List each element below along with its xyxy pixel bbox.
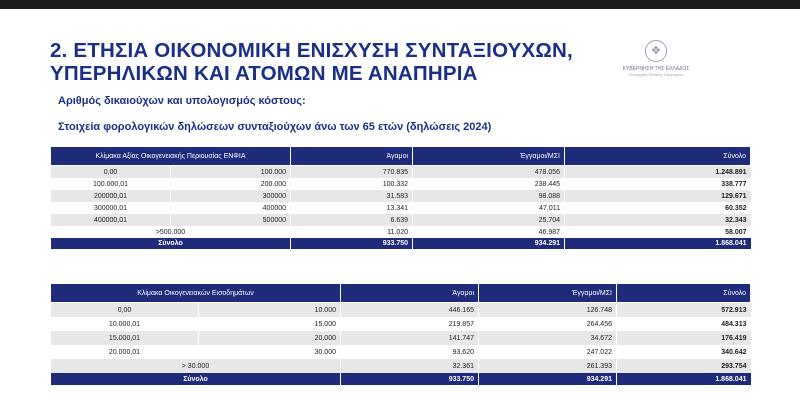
single-count-cell: 11.020 (291, 226, 413, 238)
table-row (51, 303, 751, 318)
range-to-cell: 200.000 (171, 178, 291, 190)
section-subtitle: Αριθμός δικαιούχων και υπολογισμός κόστους: (58, 95, 306, 107)
single-count-cell: 141.747 (341, 331, 479, 345)
range-from-cell: 15.000,01 (51, 331, 199, 345)
single-count-cell: 93.620 (341, 345, 479, 359)
range-from-cell: 200000,01 (51, 190, 171, 202)
table-row (51, 345, 751, 359)
range-to-cell: 15.000 (199, 317, 341, 331)
grand-total-cell: 1.868.041 (565, 238, 751, 249)
range-cell: > 30.000 (51, 359, 341, 373)
total-label-cell: Σύνολο (51, 373, 341, 385)
col-header-single: Άγαμοι (291, 147, 413, 166)
table-row (51, 226, 751, 238)
property-value-table (50, 146, 751, 249)
range-to-cell: 100.000 (171, 166, 291, 179)
total-count-cell: 340.642 (617, 345, 751, 359)
table-row (51, 359, 751, 373)
range-from-cell: 0,00 (51, 303, 199, 318)
total-count-cell: 1.248.891 (565, 166, 751, 179)
range-from-cell: 20.000,01 (51, 345, 199, 359)
range-from-cell: 400000,01 (51, 214, 171, 226)
married-count-cell: 264.456 (479, 317, 617, 331)
table-header-row (51, 147, 751, 166)
total-count-cell: 176.419 (617, 331, 751, 345)
table-row (51, 317, 751, 331)
col-header-total: Σύνολο (617, 284, 751, 303)
total-count-cell: 60.352 (565, 202, 751, 214)
income-table (50, 283, 751, 385)
range-to-cell: 30.000 (199, 345, 341, 359)
married-count-cell: 247.022 (479, 345, 617, 359)
married-count-cell: 238.445 (413, 178, 565, 190)
married-count-cell: 478.056 (413, 166, 565, 179)
table-row (51, 178, 751, 190)
total-row (51, 373, 751, 385)
range-to-cell: 400000 (171, 202, 291, 214)
table-row (51, 202, 751, 214)
total-married-cell: 934.291 (413, 238, 565, 249)
col-header-range: Κλίμακα Οικογενειακών Εισοδημάτων (51, 284, 341, 303)
range-to-cell: 10.000 (199, 303, 341, 318)
single-count-cell: 446.165 (341, 303, 479, 318)
total-married-cell: 934.291 (479, 373, 617, 385)
range-to-cell: 300000 (171, 190, 291, 202)
top-border-bar (0, 0, 800, 9)
married-count-cell: 98.088 (413, 190, 565, 202)
col-header-single: Άγαμοι (341, 284, 479, 303)
logo-name: ΚΥΒΕΡΝΗΣΗ ΤΗΣ ΕΛΛΑΔΟΣ (622, 66, 690, 72)
table-row (51, 214, 751, 226)
table-caption: Στοιχεία φορολογικών δηλώσεων συνταξιούχων άνω των 65 ετών (δηλώσεις 2024) (58, 121, 492, 133)
table-row (51, 190, 751, 202)
total-row (51, 238, 751, 249)
total-count-cell: 32.343 (565, 214, 751, 226)
married-count-cell: 46.987 (413, 226, 565, 238)
single-count-cell: 770.835 (291, 166, 413, 179)
range-from-cell: 10.000,01 (51, 317, 199, 331)
logo-subtitle: Υπουργείο Εθνικής Οικονομίας (628, 72, 684, 77)
total-count-cell: 129.671 (565, 190, 751, 202)
married-count-cell: 47.011 (413, 202, 565, 214)
table-row (51, 331, 751, 345)
grand-total-cell: 1.868.041 (617, 373, 751, 385)
table-row (51, 166, 751, 179)
single-count-cell: 31.583 (291, 190, 413, 202)
ministry-emblem-icon: ✥ (645, 40, 667, 62)
range-from-cell: 300000,01 (51, 202, 171, 214)
slide-title (50, 39, 573, 85)
total-single-cell: 933.750 (341, 373, 479, 385)
range-to-cell: 20.000 (199, 331, 341, 345)
single-count-cell: 13.341 (291, 202, 413, 214)
col-header-married: Έγγαμοι/ΜΣΙ (413, 147, 565, 166)
married-count-cell: 25.704 (413, 214, 565, 226)
single-count-cell: 32.361 (341, 359, 479, 373)
married-count-cell: 261.393 (479, 359, 617, 373)
single-count-cell: 219.857 (341, 317, 479, 331)
range-from-cell: 100.000,01 (51, 178, 171, 190)
title-line-1: 2. ΕΤΗΣΙΑ ΟΙΚΟΝΟΜΙΚΗ ΕΝΙΣΧΥΣΗ ΣΥΝΤΑΞΙΟΥΧΩΝ, (50, 39, 573, 62)
total-single-cell: 933.750 (291, 238, 413, 249)
total-count-cell: 338.777 (565, 178, 751, 190)
ministry-logo (616, 40, 696, 88)
single-count-cell: 100.332 (291, 178, 413, 190)
table-header-row (51, 284, 751, 303)
total-count-cell: 572.913 (617, 303, 751, 318)
total-count-cell: 293.754 (617, 359, 751, 373)
col-header-total: Σύνολο (565, 147, 751, 166)
single-count-cell: 6.639 (291, 214, 413, 226)
range-to-cell: 500000 (171, 214, 291, 226)
total-label-cell: Σύνολο (51, 238, 291, 249)
col-header-married: Έγγαμοι/ΜΣΙ (479, 284, 617, 303)
total-count-cell: 58.007 (565, 226, 751, 238)
total-count-cell: 484.313 (617, 317, 751, 331)
col-header-range: Κλίμακα Αξίας Οικογενειακής Περιουσίας ΕΝΦΙΑ (51, 147, 291, 166)
title-line-2: ΥΠΕΡΗΛΙΚΩΝ ΚΑΙ ΑΤΟΜΩΝ ΜΕ ΑΝΑΠΗΡΙΑ (50, 62, 478, 85)
range-cell: >500.000 (51, 226, 291, 238)
married-count-cell: 126.748 (479, 303, 617, 318)
married-count-cell: 34.672 (479, 331, 617, 345)
range-from-cell: 0,00 (51, 166, 171, 179)
